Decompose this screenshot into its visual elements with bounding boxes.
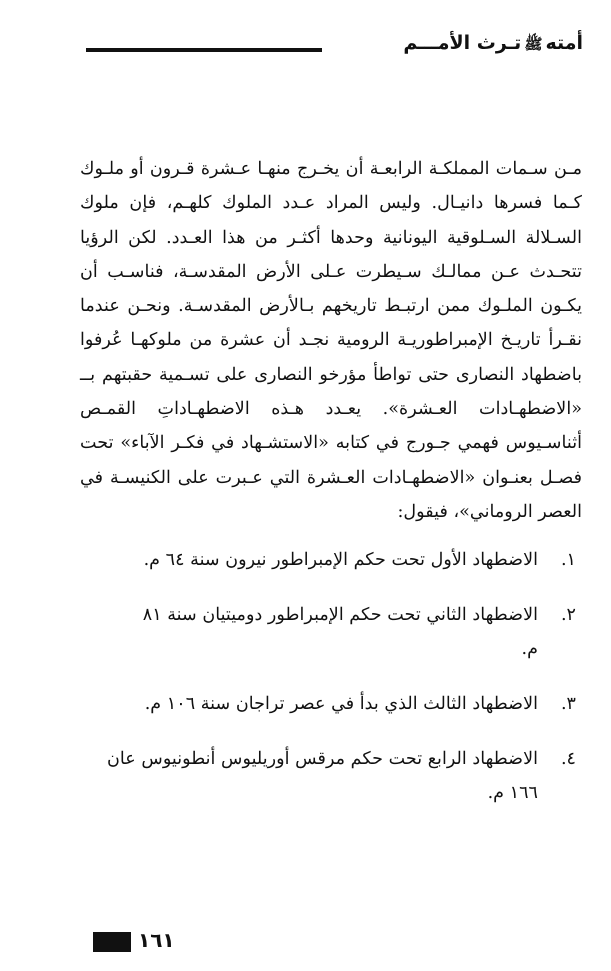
list-item-number: ٣. (560, 694, 576, 715)
list-item (80, 742, 582, 810)
running-title-part2: تـرث الأمـــم (403, 32, 522, 54)
list-item-number: ٤. (560, 749, 576, 770)
list-item (80, 543, 582, 577)
list-item-text: الاضطهاد الثاني تحت حكم الإمبراطور دوميتيان سنة ٨١ م. (142, 605, 538, 660)
page-header (86, 26, 583, 66)
list-item-text: الاضطهاد الثالث الذي بدأ في عصر تراجان سنة ١٠٦ م. (144, 694, 538, 715)
list-item (80, 598, 582, 666)
list-item-text: الاضطهاد الرابع تحت حكم مرقس أوريليوس أنطونيوس عان ١٦٦ م. (107, 749, 538, 804)
list-item-number: ١. (560, 550, 576, 571)
page-footer (93, 928, 213, 956)
body-paragraph: مـن سـمات المملكـة الرابعـة أن يخـرج منهـا عـشرة قـرون أو ملـوك كـما فسرها دانيـال. وليس المراد عـدد الملوك كلهـم، فإن ملوك السـلالة السـلوقية اليونانية وحدها أكثـر من هذا العـدد. لكن الرؤيا تتحـدث عـن ممالـك سـيطرت عـلى الأرض المقدسـة، فناسـب أن يكـون الملـوك ممن ارتبـط تاريخهم بـالأرض المقدسـة. ونحـن عندما نقـرأ تاريـخ الإمبراطوريـة الرومية نجـد أن عشرة من ملوكهـا عُرفوا باضطهاد النصارى حتى تواطأ مؤرخو النصارى على تسـمية حقبتهم بــ «الاضطهـادات العـشرة». يعـدد هـذه الاضطهـاداتِ القمـص أثناسـيوس فهمي جـورج في كتابه «الاستشـهاد في فكـر الآباء» تحت فصـل بعنـوان «الاضطهـادات العـشرة التي عـبرت على الكنيسـة في العصر الروماني»، فيقول: (80, 159, 582, 522)
list-item-text: الاضطهاد الأول تحت حكم الإمبراطور نيرون سنة ٦٤ م. (143, 550, 538, 571)
page-body (80, 152, 582, 831)
running-title (403, 32, 583, 57)
header-rule (86, 48, 322, 52)
salutation-symbol: ﷺ (524, 35, 543, 53)
page-number: ١٦١ (138, 928, 175, 952)
list-item (80, 687, 582, 721)
running-title-part1: أمته (545, 32, 583, 54)
persecutions-list (80, 543, 582, 810)
footer-block (93, 932, 131, 952)
list-item-number: ٢. (560, 605, 576, 626)
